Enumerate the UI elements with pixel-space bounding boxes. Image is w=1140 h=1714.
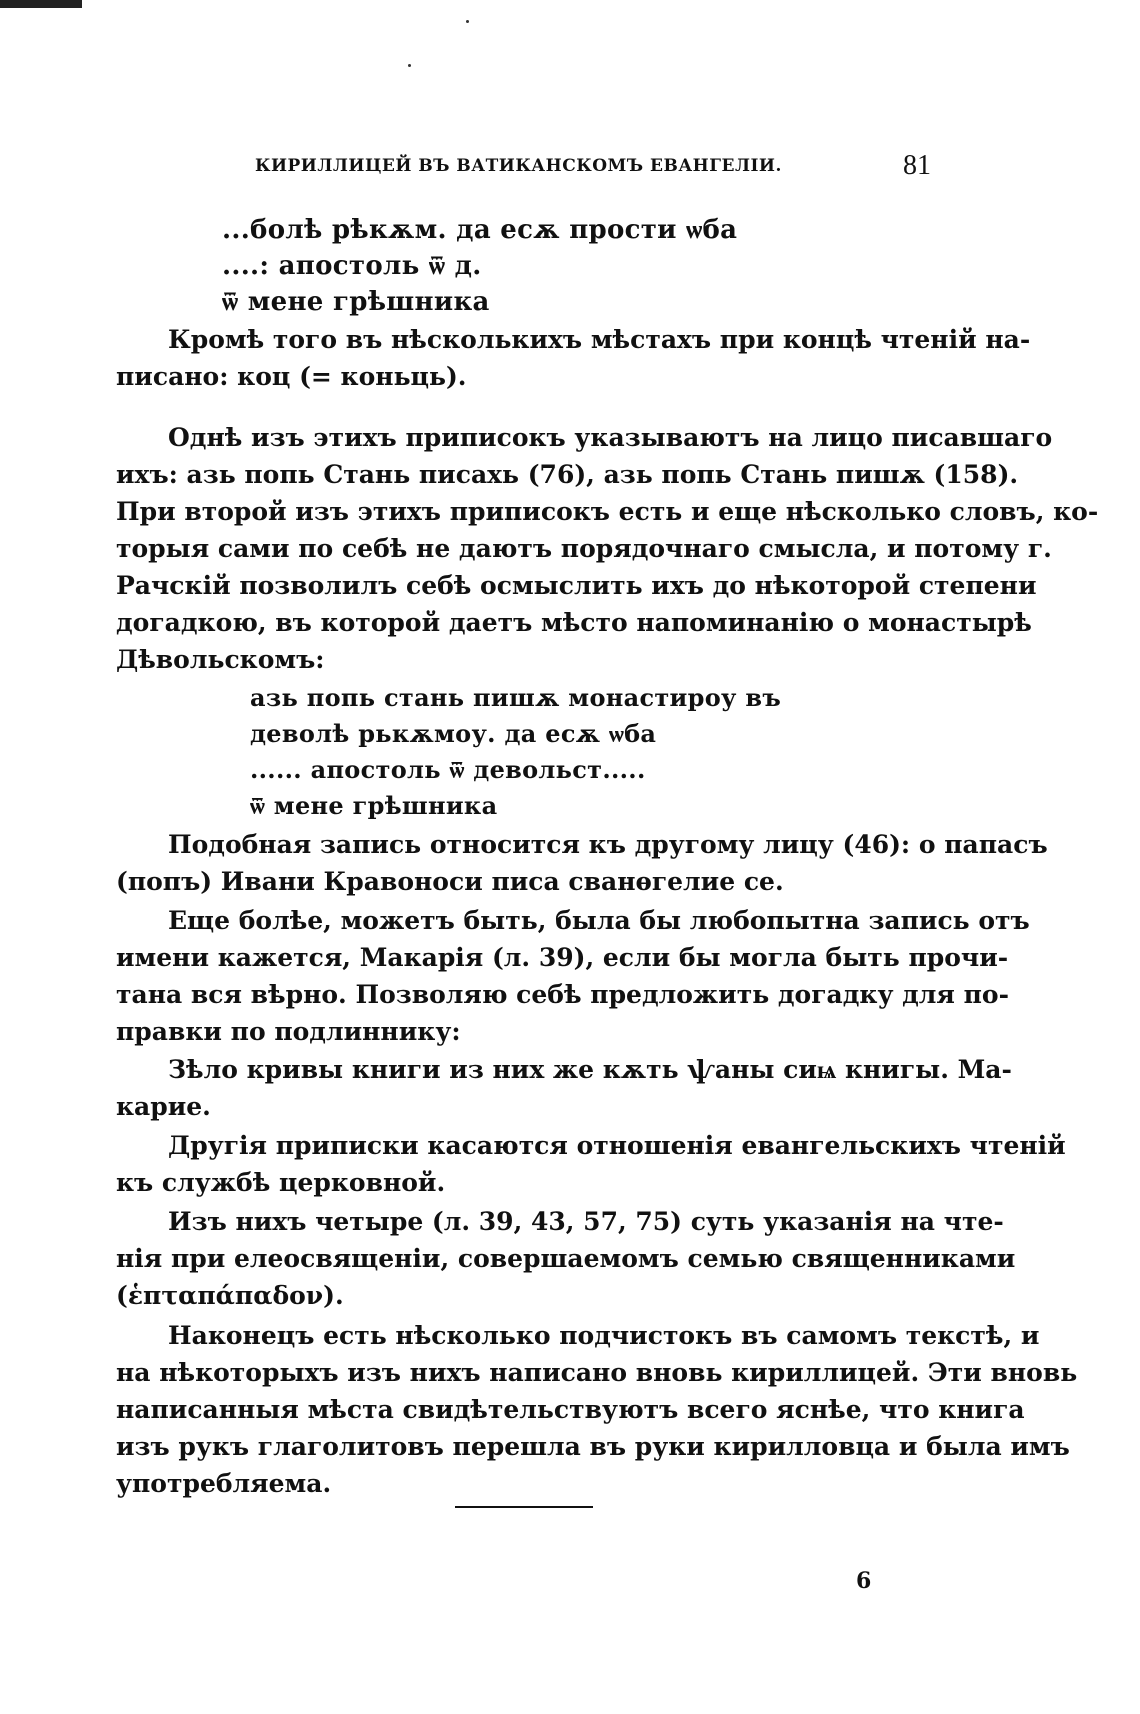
page-number: 81	[903, 150, 931, 181]
signature-mark: 6	[856, 1568, 872, 1594]
verse-line: ....: апостоль ѿ д.	[222, 251, 482, 281]
text-line: ихъ: азь попь Стань писахь (76), азь попь Стань пишѫ (158).	[116, 460, 1019, 489]
text-line: Зѣло кривы книги из них же кѫть ѱаны сиѩ книгы. Ма-	[168, 1055, 1012, 1084]
scan-edge-mark	[0, 0, 82, 8]
text-line: Кромѣ того въ нѣсколькихъ мѣстахъ при концѣ чтеній на-	[168, 325, 1031, 354]
text-line: Еще болѣе, можетъ быть, была бы любопытна запись отъ	[168, 906, 1030, 935]
text-line: карие.	[116, 1092, 211, 1121]
text-line: писано: коц (= коньць).	[116, 362, 467, 391]
scan-speck	[408, 64, 411, 67]
text-line: употребляема.	[116, 1469, 332, 1498]
text-line: написанныя мѣста свидѣтельствуютъ всего яснѣе, что книга	[116, 1395, 1025, 1424]
verse-line: ...... апостоль ѿ девольст.....	[250, 755, 646, 784]
text-line: догадкою, въ которой даетъ мѣсто напоминанію о монастырѣ	[116, 608, 1032, 637]
text-line: правки по подлиннику:	[116, 1017, 461, 1046]
text-line: Подобная запись относится къ другому лицу (46): о папасъ	[168, 830, 1048, 859]
text-line: Другія приписки касаются отношенія евангельскихъ чтеній	[168, 1131, 1066, 1160]
section-divider	[455, 1506, 593, 1508]
text-line: Наконецъ есть нѣсколько подчистокъ въ самомъ текстѣ, и	[168, 1321, 1040, 1350]
text-line: Однѣ изъ этихъ приписокъ указываютъ на лицо писавшаго	[168, 423, 1053, 452]
text-line: къ службѣ церковной.	[116, 1168, 446, 1197]
scan-speck	[466, 20, 469, 23]
text-line: (ἑπταπάπαδον).	[116, 1281, 344, 1310]
text-line: Дѣвольскомъ:	[116, 645, 325, 674]
running-header: КИРИЛЛИЦЕЙ ВЪ ВАТИКАНСКОМЪ ЕВАНГЕЛІИ.	[255, 156, 782, 176]
text-line: тана вся вѣрно. Позволяю себѣ предложить догадку для по-	[116, 980, 1009, 1009]
text-line: торыя сами по себѣ не даютъ порядочнаго смысла, и потому г.	[116, 534, 1052, 563]
text-line: При второй изъ этихъ приписокъ есть и еще нѣсколько словъ, ко-	[116, 497, 1099, 526]
text-line: на нѣкоторыхъ изъ нихъ написано вновь кириллицей. Эти вновь	[116, 1358, 1078, 1387]
text-line: Рачскій позволилъ себѣ осмыслить ихъ до нѣкоторой степени	[116, 571, 1037, 600]
text-line: изъ рукъ глаголитовъ перешла въ руки кирилловца и была имъ	[116, 1432, 1070, 1461]
text-line: нія при елеосвященіи, совершаемомъ семью священниками	[116, 1244, 1016, 1273]
verse-line: ...болѣ рѣкѫм. да есѫ прости ѡба	[222, 215, 738, 245]
text-line: имени кажется, Макарія (л. 39), если бы могла быть прочи-	[116, 943, 1009, 972]
verse-line: ѿ мене грѣшника	[222, 287, 490, 317]
text-line: Изъ нихъ четыре (л. 39, 43, 57, 75) суть указанія на чте-	[168, 1207, 1004, 1236]
verse-line: деволѣ рькѫмоу. да есѫ ѡба	[250, 719, 657, 748]
text-line: (попъ) Ивани Кравоноси писа сванѳгелие се.	[116, 867, 784, 896]
verse-line: азь попь стань пишѫ монастироу въ	[250, 683, 782, 712]
verse-line: ѿ мене грѣшника	[250, 791, 498, 820]
